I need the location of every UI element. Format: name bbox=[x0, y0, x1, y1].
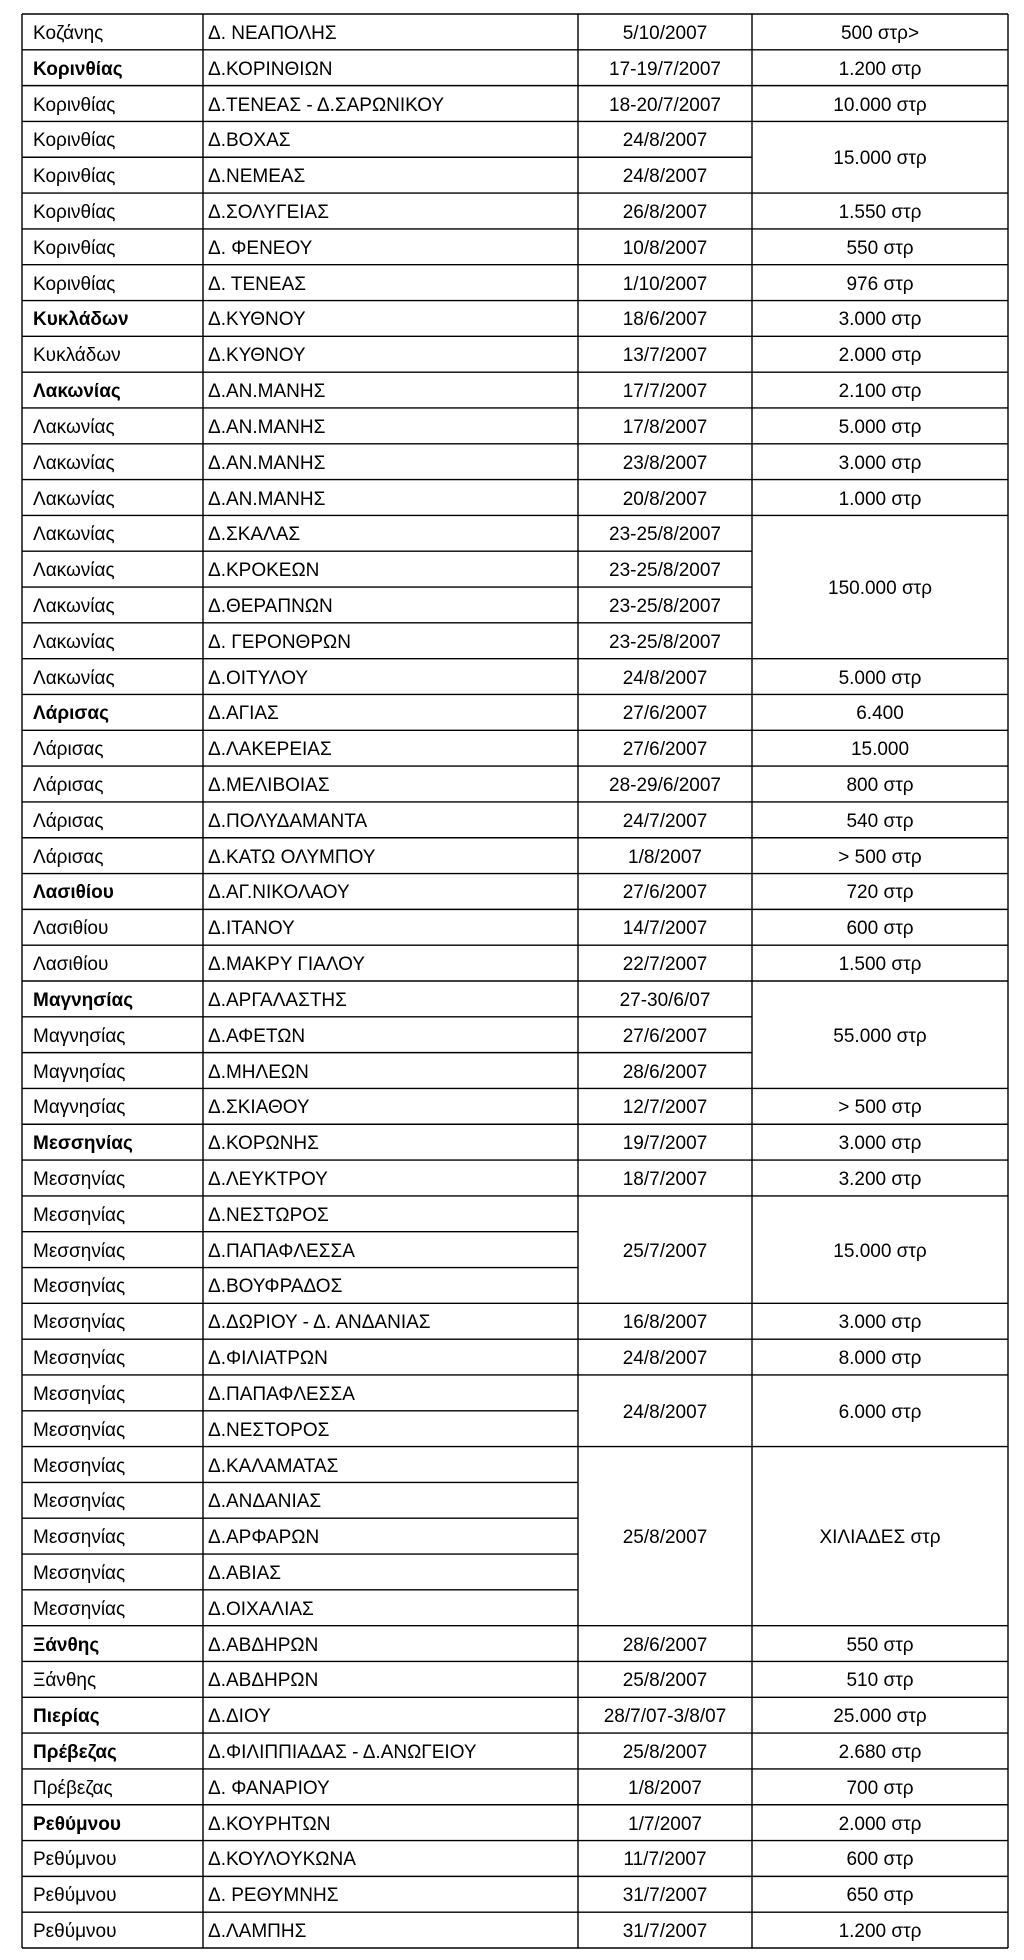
amount-cell: > 500 στρ bbox=[838, 1097, 922, 1119]
municipality-cell: Δ.ΣΚΑΛΑΣ bbox=[208, 524, 301, 546]
prefecture-cell: Μεσσηνίας bbox=[33, 1312, 126, 1334]
amount-cell: 3.000 στρ bbox=[838, 1133, 922, 1155]
prefecture-cell: Λακωνίας bbox=[33, 452, 115, 474]
amount-cell: 720 στρ bbox=[846, 882, 914, 904]
amount-cell: 5.000 στρ bbox=[838, 416, 922, 438]
date-cell: 18/7/2007 bbox=[622, 1168, 708, 1190]
amount-cell: 976 στρ bbox=[846, 273, 914, 295]
municipality-cell: Δ.ΑΡΦΑΡΩΝ bbox=[208, 1527, 320, 1549]
municipality-cell: Δ.ΣΚΙΑΘΟΥ bbox=[208, 1097, 310, 1119]
prefecture-cell: Μεσσηνίας bbox=[33, 1562, 126, 1584]
amount-cell: 510 στρ bbox=[846, 1670, 914, 1692]
date-cell: 1/8/2007 bbox=[628, 1777, 702, 1799]
prefecture-cell: Πιερίας bbox=[33, 1706, 100, 1728]
municipality-cell: Δ.ΑΡΓΑΛΑΣΤΗΣ bbox=[208, 989, 347, 1011]
date-cell: 5/10/2007 bbox=[622, 22, 708, 44]
date-cell: 17/7/2007 bbox=[622, 381, 708, 403]
municipality-cell: Δ.ΛΑΚΕΡΕΙΑΣ bbox=[208, 739, 332, 761]
amount-cell: 55.000 στρ bbox=[833, 1025, 927, 1047]
date-cell: 10/8/2007 bbox=[622, 237, 708, 259]
prefecture-cell: Κορινθίας bbox=[33, 94, 116, 116]
amount-cell: 1.200 στρ bbox=[838, 1921, 922, 1943]
prefecture-cell: Πρέβεζας bbox=[33, 1742, 117, 1764]
municipality-cell: Δ.ΝΕΣΤΩΡΟΣ bbox=[208, 1204, 329, 1226]
amount-cell: 2.680 στρ bbox=[838, 1742, 922, 1764]
municipality-cell: Δ.ΑΒΔΗΡΩΝ bbox=[208, 1670, 319, 1692]
municipality-cell: Δ.ΝΕΣΤΟΡΟΣ bbox=[208, 1419, 330, 1441]
date-cell: 11/7/2007 bbox=[623, 1849, 707, 1871]
prefecture-cell: Μεσσηνίας bbox=[33, 1598, 126, 1620]
prefecture-cell: Λακωνίας bbox=[33, 488, 115, 510]
municipality-cell: Δ. ΓΕΡΟΝΘΡΩΝ bbox=[208, 631, 351, 653]
amount-cell: 550 στρ bbox=[846, 237, 914, 259]
prefecture-cell: Ξάνθης bbox=[33, 1670, 97, 1692]
prefecture-cell: Λακωνίας bbox=[33, 667, 115, 689]
date-cell: 22/7/2007 bbox=[622, 954, 708, 976]
amount-cell: 650 στρ bbox=[846, 1885, 914, 1907]
date-cell: 24/7/2007 bbox=[622, 810, 708, 832]
municipality-cell: Δ.ΙΤΑΝΟΥ bbox=[208, 918, 295, 940]
date-cell: 18/6/2007 bbox=[622, 309, 708, 331]
municipality-cell: Δ.ΜΗΛΕΩΝ bbox=[208, 1061, 309, 1083]
municipality-cell: Δ.ΚΟΡΙΝΘΙΩΝ bbox=[208, 58, 333, 80]
date-cell: 27/6/2007 bbox=[622, 739, 708, 761]
amount-cell: 15.000 στρ bbox=[833, 148, 927, 170]
date-cell: 27/6/2007 bbox=[622, 1025, 708, 1047]
amount-cell: 1.000 στρ bbox=[838, 488, 922, 510]
date-cell: 24/8/2007 bbox=[622, 166, 708, 188]
amount-cell: 540 στρ bbox=[846, 810, 914, 832]
prefecture-cell: Ρεθύμνου bbox=[33, 1813, 121, 1835]
date-cell: 1/10/2007 bbox=[622, 273, 708, 295]
municipality-cell: Δ.ΟΙΤΥΛΟΥ bbox=[208, 667, 309, 689]
amount-cell: 5.000 στρ bbox=[838, 667, 922, 689]
date-cell: 24/8/2007 bbox=[622, 1348, 708, 1370]
amount-cell: 3.000 στρ bbox=[838, 1312, 922, 1334]
prefecture-cell: Μεσσηνίας bbox=[33, 1455, 126, 1477]
amount-cell: 8.000 στρ bbox=[838, 1348, 922, 1370]
amount-cell: 15.000 bbox=[850, 739, 910, 761]
municipality-cell: Δ.ΒΟΧΑΣ bbox=[208, 130, 291, 152]
amount-cell: 2.000 στρ bbox=[838, 345, 922, 367]
prefecture-cell: Λάρισας bbox=[33, 703, 109, 725]
prefecture-cell: Λακωνίας bbox=[33, 595, 115, 617]
prefecture-cell: Λακωνίας bbox=[33, 631, 115, 653]
amount-cell: 6.000 στρ bbox=[838, 1401, 922, 1423]
prefecture-cell: Κορινθίας bbox=[33, 237, 116, 259]
date-cell: 13/7/2007 bbox=[622, 345, 708, 367]
amount-cell: 2.100 στρ bbox=[838, 381, 922, 403]
prefecture-cell: Μεσσηνίας bbox=[33, 1133, 133, 1155]
prefecture-cell: Μεσσηνίας bbox=[33, 1204, 126, 1226]
municipality-cell: Δ.ΟΙΧΑΛΙΑΣ bbox=[208, 1598, 314, 1620]
date-cell: 17/8/2007 bbox=[622, 416, 708, 438]
prefecture-cell: Κυκλάδων bbox=[33, 309, 129, 331]
prefecture-cell: Ρεθύμνου bbox=[33, 1921, 117, 1943]
prefecture-cell: Λάρισας bbox=[33, 775, 104, 797]
prefecture-cell: Μαγνησίας bbox=[33, 989, 134, 1011]
amount-cell: 550 στρ bbox=[846, 1634, 914, 1656]
date-cell: 25/8/2007 bbox=[622, 1527, 708, 1549]
prefecture-cell: Λασιθίου bbox=[33, 918, 109, 940]
prefecture-cell: Λακωνίας bbox=[33, 416, 115, 438]
prefecture-cell: Μεσσηνίας bbox=[33, 1276, 126, 1298]
prefecture-cell: Μεσσηνίας bbox=[33, 1348, 126, 1370]
prefecture-cell: Λακωνίας bbox=[33, 524, 115, 546]
date-cell: 27/6/2007 bbox=[622, 882, 708, 904]
prefecture-cell: Μαγνησίας bbox=[33, 1061, 126, 1083]
prefecture-cell: Λάρισας bbox=[33, 810, 104, 832]
date-cell: 17-19/7/2007 bbox=[609, 58, 721, 80]
municipality-cell: Δ.ΝΕΜΕΑΣ bbox=[208, 166, 306, 188]
date-cell: 23-25/8/2007 bbox=[609, 560, 721, 582]
date-cell: 24/8/2007 bbox=[622, 1401, 708, 1423]
prefecture-cell: Λάρισας bbox=[33, 739, 104, 761]
municipality-cell: Δ.ΠΑΠΑΦΛΕΣΣΑ bbox=[208, 1240, 355, 1262]
municipality-cell: Δ.ΚΟΥΛΟΥΚΩΝΑ bbox=[208, 1849, 356, 1871]
prefecture-cell: Μεσσηνίας bbox=[33, 1168, 126, 1190]
amount-cell: 800 στρ bbox=[846, 775, 914, 797]
prefecture-cell: Κοζάνης bbox=[33, 22, 104, 44]
date-cell: 25/8/2007 bbox=[622, 1670, 708, 1692]
date-cell: 28-29/6/2007 bbox=[609, 775, 721, 797]
date-cell: 27-30/6/07 bbox=[619, 989, 711, 1011]
municipality-cell: Δ.ΑΦΕΤΩΝ bbox=[208, 1025, 306, 1047]
prefecture-cell: Μεσσηνίας bbox=[33, 1527, 126, 1549]
prefecture-cell: Κορινθίας bbox=[33, 273, 116, 295]
date-cell: 28/6/2007 bbox=[622, 1061, 708, 1083]
amount-cell: 1.550 στρ bbox=[838, 201, 922, 223]
date-cell: 31/7/2007 bbox=[622, 1921, 708, 1943]
municipality-cell: Δ.ΚΟΥΡΗΤΩΝ bbox=[208, 1813, 331, 1835]
amount-cell: 3.200 στρ bbox=[838, 1168, 922, 1190]
municipality-cell: Δ.ΚΥΘΝΟΥ bbox=[208, 309, 306, 331]
prefecture-cell: Μαγνησίας bbox=[33, 1025, 126, 1047]
municipality-cell: Δ.ΔΙΟΥ bbox=[208, 1706, 271, 1728]
municipality-cell: Δ.ΚΡΟΚΕΩΝ bbox=[208, 560, 320, 582]
prefecture-cell: Κορινθίας bbox=[33, 58, 123, 80]
prefecture-cell: Κορινθίας bbox=[33, 201, 116, 223]
amount-cell: 3.000 στρ bbox=[838, 309, 922, 331]
amount-cell: 1.500 στρ bbox=[838, 954, 922, 976]
prefecture-cell: Μεσσηνίας bbox=[33, 1491, 126, 1513]
municipality-cell: Δ.ΚΑΤΩ ΟΛΥΜΠΟΥ bbox=[208, 846, 376, 868]
amount-cell: 600 στρ bbox=[846, 918, 914, 940]
date-cell: 20/8/2007 bbox=[622, 488, 708, 510]
municipality-cell: Δ.ΦΙΛΙΠΠΙΑΔΑΣ - Δ.ΑΝΩΓΕΙΟΥ bbox=[208, 1742, 477, 1764]
amount-cell: 6.400 bbox=[856, 703, 904, 725]
municipality-cell: Δ.ΑΝ.ΜΑΝΗΣ bbox=[208, 452, 326, 474]
municipality-cell: Δ.ΔΩΡΙΟΥ - Δ. ΑΝΔΑΝΙΑΣ bbox=[208, 1312, 431, 1334]
municipality-cell: Δ. ΡΕΘΥΜΝΗΣ bbox=[208, 1885, 339, 1907]
municipality-cell: Δ.ΛΕΥΚΤΡΟΥ bbox=[208, 1168, 328, 1190]
municipality-cell: Δ.ΠΑΠΑΦΛΕΣΣΑ bbox=[208, 1383, 355, 1405]
date-cell: 23-25/8/2007 bbox=[609, 595, 721, 617]
prefecture-cell: Κυκλάδων bbox=[33, 345, 121, 367]
municipality-cell: Δ. ΦΕΝΕΟΥ bbox=[208, 237, 313, 259]
municipality-cell: Δ. ΤΕΝΕΑΣ bbox=[208, 273, 306, 295]
date-cell: 23-25/8/2007 bbox=[609, 631, 721, 653]
municipality-cell: Δ.ΘΕΡΑΠΝΩΝ bbox=[208, 595, 333, 617]
date-cell: 28/7/07-3/8/07 bbox=[603, 1706, 727, 1728]
prefecture-cell: Μεσσηνίας bbox=[33, 1240, 126, 1262]
municipality-cell: Δ.ΑΒΔΗΡΩΝ bbox=[208, 1634, 319, 1656]
prefecture-cell: Λακωνίας bbox=[33, 560, 115, 582]
municipality-cell: Δ.ΑΓΙΑΣ bbox=[208, 703, 279, 725]
prefecture-cell: Μεσσηνίας bbox=[33, 1419, 126, 1441]
amount-cell: 500 στρ> bbox=[840, 22, 920, 44]
municipality-cell: Δ.ΑΝΔΑΝΙΑΣ bbox=[208, 1491, 322, 1513]
date-cell: 25/8/2007 bbox=[622, 1742, 708, 1764]
date-cell: 26/8/2007 bbox=[622, 201, 708, 223]
date-cell: 1/8/2007 bbox=[628, 846, 702, 868]
municipality-cell: Δ.ΠΟΛΥΔΑΜΑΝΤΑ bbox=[208, 810, 368, 832]
prefecture-cell: Λασιθίου bbox=[33, 882, 114, 904]
municipality-cell: Δ.ΑΝ.ΜΑΝΗΣ bbox=[208, 381, 326, 403]
amount-cell: 600 στρ bbox=[846, 1849, 914, 1871]
date-cell: 16/8/2007 bbox=[622, 1312, 708, 1334]
municipality-cell: Δ. ΝΕΑΠΟΛΗΣ bbox=[208, 22, 337, 44]
amount-cell: 3.000 στρ bbox=[838, 452, 922, 474]
prefecture-cell: Ρεθύμνου bbox=[33, 1885, 117, 1907]
amount-cell: ΧΙΛΙΑΔΕΣ στρ bbox=[819, 1527, 941, 1549]
municipality-cell: Δ.ΒΟΥΦΡΑΔΟΣ bbox=[208, 1276, 343, 1298]
municipality-cell: Δ.ΤΕΝΕΑΣ - Δ.ΣΑΡΩΝΙΚΟΥ bbox=[208, 94, 445, 116]
municipality-cell: Δ.ΜΑΚΡΥ ΓΙΑΛΟΥ bbox=[208, 954, 365, 976]
municipality-cell: Δ.ΚΟΡΩΝΗΣ bbox=[208, 1133, 319, 1155]
municipality-cell: Δ.ΚΑΛΑΜΑΤΑΣ bbox=[208, 1455, 339, 1477]
date-cell: 19/7/2007 bbox=[622, 1133, 708, 1155]
amount-cell: 700 στρ bbox=[846, 1777, 914, 1799]
municipality-cell: Δ.ΦΙΛΙΑΤΡΩΝ bbox=[208, 1348, 328, 1370]
amount-cell: 10.000 στρ bbox=[833, 94, 927, 116]
prefecture-cell: Μαγνησίας bbox=[33, 1097, 126, 1119]
prefecture-cell: Πρέβεζας bbox=[33, 1777, 113, 1799]
date-cell: 23-25/8/2007 bbox=[609, 524, 721, 546]
amount-cell: 15.000 στρ bbox=[833, 1240, 927, 1262]
municipality-cell: Δ.ΣΟΛΥΓΕΙΑΣ bbox=[208, 201, 329, 223]
municipality-cell: Δ.ΚΥΘΝΟΥ bbox=[208, 345, 306, 367]
municipality-cell: Δ.ΛΑΜΠΗΣ bbox=[208, 1921, 307, 1943]
date-cell: 28/6/2007 bbox=[622, 1634, 708, 1656]
municipality-cell: Δ.ΜΕΛΙΒΟΙΑΣ bbox=[208, 775, 330, 797]
municipality-cell: Δ. ΦΑΝΑΡΙΟΥ bbox=[208, 1777, 330, 1799]
prefecture-cell: Κορινθίας bbox=[33, 166, 116, 188]
prefecture-cell: Λακωνίας bbox=[33, 381, 121, 403]
date-cell: 24/8/2007 bbox=[622, 667, 708, 689]
amount-cell: 1.200 στρ bbox=[838, 58, 922, 80]
date-cell: 25/7/2007 bbox=[622, 1240, 708, 1262]
amount-cell: 2.000 στρ bbox=[838, 1813, 922, 1835]
date-cell: 31/7/2007 bbox=[622, 1885, 708, 1907]
municipality-cell: Δ.ΑΝ.ΜΑΝΗΣ bbox=[208, 488, 326, 510]
date-cell: 24/8/2007 bbox=[622, 130, 708, 152]
prefecture-cell: Μεσσηνίας bbox=[33, 1383, 126, 1405]
prefecture-cell: Λάρισας bbox=[33, 846, 104, 868]
municipality-cell: Δ.ΑΒΙΑΣ bbox=[208, 1562, 282, 1584]
prefecture-cell: Ρεθύμνου bbox=[33, 1849, 117, 1871]
prefecture-cell: Κορινθίας bbox=[33, 130, 116, 152]
date-cell: 23/8/2007 bbox=[622, 452, 708, 474]
date-cell: 18-20/7/2007 bbox=[609, 94, 721, 116]
amount-cell: 25.000 στρ bbox=[833, 1706, 927, 1728]
prefecture-cell: Λασιθίου bbox=[33, 954, 109, 976]
prefecture-cell: Ξάνθης bbox=[33, 1634, 100, 1656]
date-cell: 12/7/2007 bbox=[622, 1097, 708, 1119]
municipality-cell: Δ.ΑΝ.ΜΑΝΗΣ bbox=[208, 416, 326, 438]
date-cell: 1/7/2007 bbox=[628, 1813, 702, 1835]
municipality-cell: Δ.ΑΓ.ΝΙΚΟΛΑΟΥ bbox=[208, 882, 350, 904]
amount-cell: 150.000 στρ bbox=[828, 578, 932, 600]
date-cell: 27/6/2007 bbox=[622, 703, 708, 725]
date-cell: 14/7/2007 bbox=[622, 918, 708, 940]
amount-cell: > 500 στρ bbox=[838, 846, 922, 868]
